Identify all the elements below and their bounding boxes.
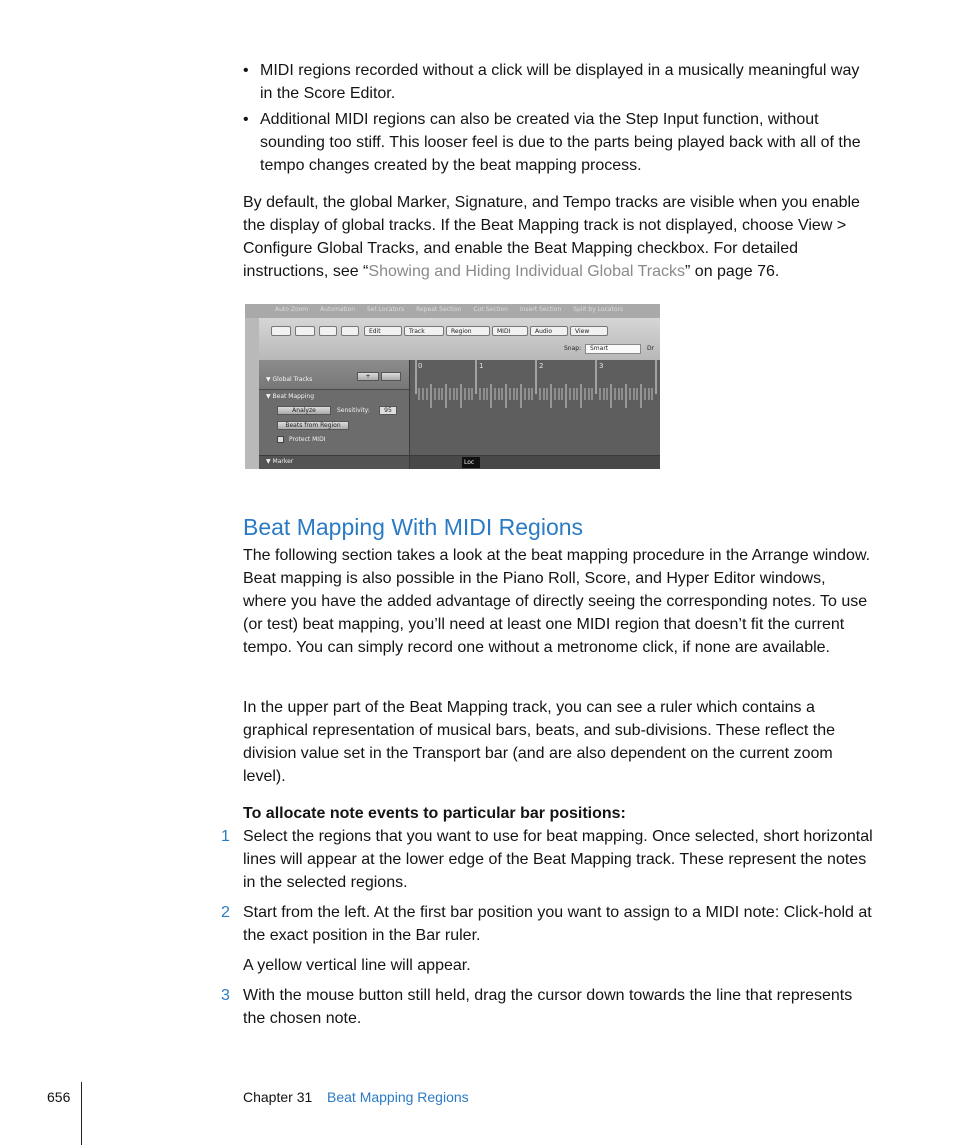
bar-number: 0 xyxy=(418,362,423,370)
protect-midi-checkbox[interactable] xyxy=(277,436,284,443)
task-heading: To allocate note events to particular bar positions: xyxy=(243,805,626,822)
arrange-toolbar xyxy=(259,318,660,360)
global-track-menu-button[interactable] xyxy=(381,372,401,381)
flex-icon[interactable] xyxy=(341,326,359,336)
strip-item: Automation xyxy=(320,306,356,313)
marker-lane xyxy=(410,455,660,469)
step-number: 1 xyxy=(221,828,230,845)
section-title: Beat Mapping With MIDI Regions xyxy=(243,514,584,540)
page-number: 656 xyxy=(47,1089,71,1105)
marker-label[interactable]: ▼ Marker xyxy=(266,458,294,465)
cross-reference-link[interactable]: Showing and Hiding Individual Global Tracks xyxy=(368,263,686,280)
menu-region[interactable]: Region xyxy=(446,326,490,336)
step-text: Start from the left. At the first bar position you want to assign to a MIDI note: Click-hold at the exact position in the Bar ruler. xyxy=(243,904,872,944)
sensitivity-field[interactable]: 95 xyxy=(379,406,397,415)
menu-view[interactable]: View xyxy=(570,326,608,336)
snap-select[interactable]: Smart xyxy=(585,344,641,354)
locator-marker[interactable]: Loc xyxy=(462,457,480,468)
snap-label: Snap: xyxy=(564,345,582,352)
menu-midi[interactable]: MIDI xyxy=(492,326,528,336)
chapter-label: Chapter 31 xyxy=(243,1089,313,1105)
beats-from-region-button[interactable]: Beats from Region xyxy=(277,421,349,430)
body-paragraph: The following section takes a look at the beat mapping procedure in the Arrange window. Beat mapping is also possible in the Piano Roll, Score, and Hyper Editor windows, where you have the added advantage of directly seeing the corresponding notes. To use (or test) beat mapping, you’ll need at least one MIDI region that doesn’t fit the current tempo. You can simply record one without a metronome click, if none are available. xyxy=(243,547,871,656)
toolbar-strip xyxy=(245,304,660,318)
intro-text-before: By default, the global Marker, Signature, and Tempo tracks are visible when you enable the display of global tracks. If the Beat Mapping track is not displayed, choose View > Configure Global Tracks, and enable the Beat Mapping checkbox. For detailed instructions, see “ xyxy=(243,194,860,280)
beat-mapping-label[interactable]: ▼ Beat Mapping xyxy=(266,393,315,400)
add-track-button[interactable]: + xyxy=(357,372,379,381)
menu-audio[interactable]: Audio xyxy=(530,326,568,336)
step-result: A yellow vertical line will appear. xyxy=(243,957,471,974)
chapter-title: Beat Mapping Regions xyxy=(327,1089,469,1105)
arrange-window-screenshot xyxy=(245,304,660,469)
intro-paragraph xyxy=(243,191,873,283)
strip-item: Auto Zoom xyxy=(275,306,309,313)
step-number: 3 xyxy=(221,987,230,1004)
footer-divider xyxy=(81,1082,82,1145)
ruler-ticks xyxy=(410,360,660,455)
bar-number: 1 xyxy=(479,362,484,370)
bar-number: 3 xyxy=(599,362,604,370)
step-text: With the mouse button still held, drag the cursor down towards the line that represents the chosen note. xyxy=(243,987,853,1027)
step-text: Select the regions that you want to use for beat mapping. Once selected, short horizontal lines will appear at the lower edge of the Beat Mapping track. These represent the notes in the selected regions. xyxy=(243,828,873,891)
strip-item: Repeat Section xyxy=(416,306,462,313)
protect-midi-label: Protect MIDI xyxy=(289,436,326,443)
menu-edit[interactable]: Edit xyxy=(364,326,402,336)
left-edge xyxy=(245,318,259,469)
bullet-item xyxy=(243,108,873,177)
bullet-text: Additional MIDI regions can also be created via the Step Input function, without sounding too stiff. This looser feel is due to the parts being played back with all of the tempo changes created by the beat mapping process. xyxy=(260,111,861,174)
tool-icon[interactable] xyxy=(271,326,291,336)
bar-ruler[interactable] xyxy=(410,360,660,455)
drag-label: Dr xyxy=(647,345,655,352)
catch-icon[interactable] xyxy=(319,326,337,336)
body-paragraph: In the upper part of the Beat Mapping track, you can see a ruler which contains a graphical representation of musical bars, beats, and sub-divisions. These reflect the division value set in the Transport bar (and are also dependent on the current zoom level). xyxy=(243,699,836,785)
strip-item: Insert Section xyxy=(519,306,562,313)
bullet-glyph: • xyxy=(243,111,249,128)
link-icon[interactable] xyxy=(295,326,315,336)
sensitivity-label: Sensitivity: xyxy=(337,407,370,414)
bar-number: 2 xyxy=(539,362,544,370)
strip-item: Set Locators xyxy=(366,306,405,313)
menu-track[interactable]: Track xyxy=(404,326,444,336)
bullet-item xyxy=(243,59,873,105)
bullet-text: MIDI regions recorded without a click will be displayed in a musically meaningful way in the Score Editor. xyxy=(260,62,860,102)
bullet-glyph: • xyxy=(243,62,249,79)
analyze-button[interactable]: Analyze xyxy=(277,406,331,415)
global-tracks-label[interactable]: ▼ Global Tracks xyxy=(266,376,313,383)
strip-item: Cut Section xyxy=(473,306,508,313)
step-number: 2 xyxy=(221,904,230,921)
strip-item: Split by Locators xyxy=(573,306,624,313)
intro-text-after: ” on page 76. xyxy=(685,263,780,280)
